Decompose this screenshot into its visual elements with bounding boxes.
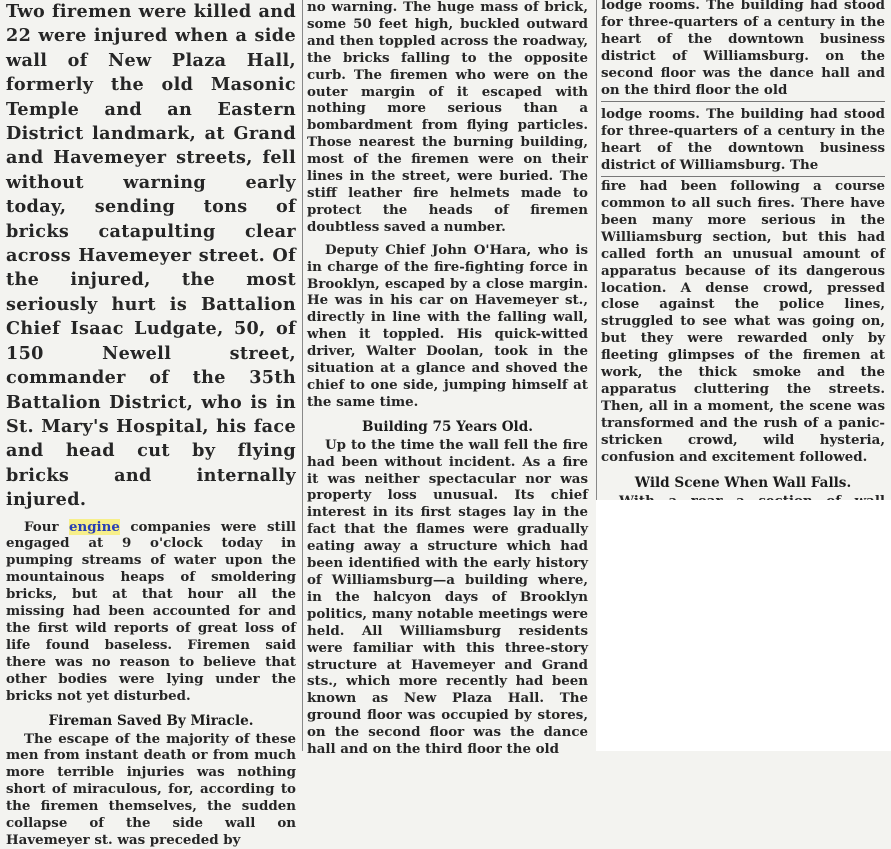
- article-column-1: [0, 0, 300, 848]
- paragraph-fire-course: fire had been following a course common to all such fires. There have been many more serious in the Williamsburg section, but this had called forth an unusual amount of apparatus because of its dangerous location. A dense crowd, pressed close against the police lines, struggled to see what was going on, but they were rewarded only by fleeting glimpses of the firemen at work, the thick smoke and the apparatus cluttering the streets. Then, all in a moment, the scene was transformed and the rush of a panic-stricken crowd, wild hysteria, confusion and excitement followed.: [601, 178, 885, 465]
- paragraph-text: companies were still engaged at 9 o'clock today in pumping streams of water upon the mountainous heaps of smoldering bricks, but at that hour all the missing had been accounted for and the first wild reports of great loss of life found baseless. Firemen said there was no reason to believe that other bodies were lying under the bricks not yet disturbed.: [6, 518, 296, 704]
- paragraph-text: Four: [24, 518, 59, 535]
- search-highlight: engine: [68, 518, 120, 535]
- subheading-building-75: Building 75 Years Old.: [362, 418, 533, 435]
- article-column-3: [596, 0, 888, 500]
- paragraph-engine-companies: [6, 519, 296, 705]
- paragraph-building-history: Up to the time the wall fell the fire had been without incident. As a fire it was neither spectacular nor was property loss unusual. Its chief interest in its first stages lay in the fact that the flames were gradually eating away a structure which had been identified with the early history of Williamsburg—a building where, in the halcyon days of Brooklyn politics, many notable meetings were held. All Williamsburg residents were familiar with this three-story structure at Havemeyer and Grand sts., which more recently had been known as New Plaza Hall. The ground floor was occupied by stores, on the second floor was the dance hall and on the third floor the old: [307, 436, 588, 758]
- paragraph-escape: The escape of the majority of these men from instant death or from much more terrible injuries was nothing short of miraculous, for, according to the firemen themselves, the sudden collapse of the side wall on Havemeyer st. was preceded by: [6, 730, 296, 848]
- blank-area: [596, 500, 891, 751]
- paragraph-deputy-chief: Deputy Chief John O'Hara, who is in charge of the fire-fighting force in Brooklyn, escaped by a close margin. He was in his car on Havemeyer st., directly in line with the falling wall, when it toppled. His quick-witted driver, Walter Doolan, took in the situation at a glance and shoved the chief to one side, jumping himself at the same time.: [307, 241, 588, 410]
- article-column-2: [302, 0, 592, 758]
- subheading-fireman-saved: Fireman Saved By Miracle.: [48, 712, 254, 729]
- paragraph-no-warning: no warning. The huge mass of brick, some 50 feet high, buckled outward and then toppled across the roadway, the bricks falling to the opposite curb. The firemen who were on the outer margin of it escaped with nothing more serious than a bombardment from flying particles. Those nearest the burning building, most of the firemen were on their lines in the street, were buried. The stiff leather fire helmets made to protect the heads of firemen doubtless saved a number.: [307, 0, 588, 235]
- lead-paragraph: Two firemen were killed and 22 were injured when a side wall of New Plaza Hall, formerly the old Masonic Temple and an Eastern District landmark, at Grand and Havemeyer streets, fell without warning early today, sending tons of bricks catapulting clear across Havemeyer street. Of the injured, the most seriously hurt is Battalion Chief Isaac Ludgate, 50, of 150 Newell street, commander of the 35th Battalion District, who is in St. Mary's Hospital, his face and head cut by flying bricks and internally injured.: [6, 1, 296, 511]
- clipping-snippet-2: lodge rooms. The building had stood for three-quarters of a century in the heart of the downtown business district of Williamsburg. The: [601, 106, 885, 177]
- subheading-wild-scene: Wild Scene When Wall Falls.: [634, 475, 852, 492]
- clipping-snippet-1: lodge rooms. The building had stood for three-quarters of a century in the heart of the downtown business district of Williamsburg. on the second floor was the dance hall and on the third floor the old: [601, 0, 885, 102]
